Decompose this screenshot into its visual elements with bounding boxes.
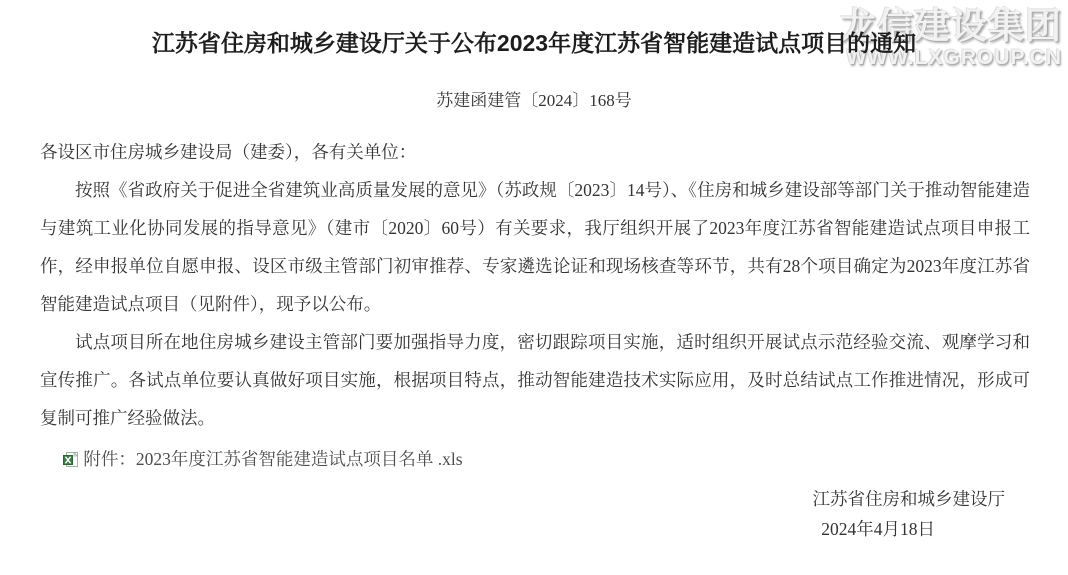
- paragraph-1: 按照《省政府关于促进全省建筑业高质量发展的意见》（苏政规〔2023〕14号）、《住房和城乡建设部等部门关于推动智能建造与建筑工业化协同发展的指导意见》（建市〔2020〕60号）有关要求，我厅组织开展了2023年度江苏省智能建造试点项目申报工作，经申报单位自愿申报、设区市级主管部门初审推荐、专家遴选论证和现场核查等环节，共有28个项目确定为2023年度江苏省智能建造试点项目（见附件），现予以公布。: [40, 180, 1030, 314]
- watermark-logo-text: 龙信建设集团: [839, 5, 1062, 46]
- attachment-link[interactable]: [40, 444, 1030, 474]
- salutation: 各设区市住房城乡建设局（建委），各有关单位：: [40, 142, 417, 162]
- signature-date: 2024年4月18日: [821, 519, 935, 539]
- document-number: 苏建函建管〔2024〕168号: [436, 91, 632, 110]
- document-title: 江苏省住房和城乡建设厅关于公布2023年度江苏省智能建造试点项目的通知: [151, 30, 917, 56]
- signature-block: [40, 484, 1030, 544]
- document-body: [40, 133, 1030, 544]
- watermark-url-text: WWW.LXGROUP.CN: [846, 46, 1062, 69]
- attachment-text: 附件：2023年度江苏省智能建造试点项目名单 .xls: [83, 449, 463, 469]
- paragraph-2: 试点项目所在地住房城乡建设主管部门要加强指导力度，密切跟踪项目实施，适时组织开展试点示范经验交流、观摩学习和宣传推广。各试点单位要认真做好项目实施，根据项目特点，推动智能建造技术实际应用，及时总结试点工作推进情况，形成可复制可推广经验做法。: [40, 332, 1030, 428]
- signature-org: 江苏省住房和城乡建设厅: [812, 489, 1005, 509]
- excel-file-icon: [63, 446, 78, 461]
